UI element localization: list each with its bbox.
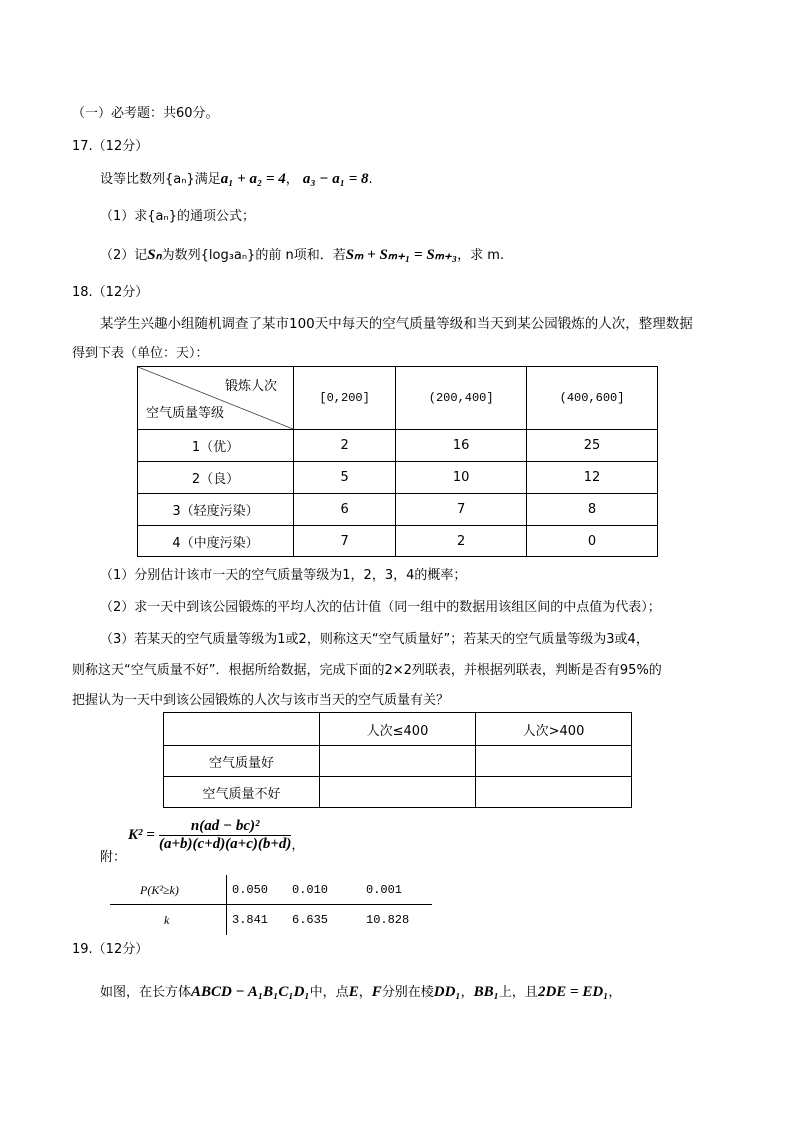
- row-label: k: [164, 913, 170, 927]
- denominator: (a+b)(c+d)(a+c)(b+d): [158, 836, 292, 852]
- divider: [226, 875, 227, 935]
- q17-part2: [100, 244, 504, 264]
- equation: a₁ + a₂ = 4: [220, 171, 286, 187]
- formula-lhs: K² =: [128, 827, 155, 843]
- table-row: [164, 777, 632, 808]
- empty-cell[interactable]: [476, 777, 632, 808]
- cell: 0.001: [366, 883, 403, 897]
- cell: 0: [527, 526, 658, 557]
- text: 中，点: [309, 985, 349, 1000]
- contingency-table: [163, 712, 632, 808]
- text: ，求 m.: [457, 248, 505, 263]
- equation: BB₁: [473, 984, 499, 1000]
- column-header: [0,200]: [294, 367, 396, 430]
- equation: Sₘ + Sₘ₊₁ = Sₘ₊₃: [345, 247, 458, 263]
- column-header: 人次≤400: [320, 713, 476, 746]
- table-row: [138, 430, 658, 462]
- column-header: (200,400]: [396, 367, 527, 430]
- equation: ABCD − A₁B₁C₁D₁: [191, 984, 310, 1000]
- table-row: [138, 494, 658, 526]
- q18-number: 18.（12分）: [72, 285, 149, 300]
- row-label: 空气质量好: [164, 746, 320, 777]
- table-row: [164, 746, 632, 777]
- text: ，: [608, 985, 622, 1000]
- table-row: [138, 526, 658, 557]
- cell: 5: [294, 462, 396, 494]
- cell: 3.841: [232, 913, 269, 927]
- row-label: 1（优）: [138, 430, 294, 462]
- equation: Sₙ: [147, 247, 162, 263]
- cell: 8: [527, 494, 658, 526]
- equation: F: [371, 984, 382, 1000]
- column-header: (400,600]: [527, 367, 658, 430]
- critical-value-table: [110, 875, 432, 935]
- row-label: P(K²≥k): [140, 883, 179, 897]
- text: 上，且: [498, 985, 538, 1000]
- text: ，: [460, 985, 474, 1000]
- cell: 7: [294, 526, 396, 557]
- empty-cell[interactable]: [476, 746, 632, 777]
- cell: 2: [396, 526, 527, 557]
- q19-stem: [100, 981, 621, 1001]
- text: .: [368, 172, 373, 187]
- cell: 10: [396, 462, 527, 494]
- q18-part3-line2: 则称这天“空气质量不好”．根据所给数据，完成下面的2×2列联表，并根据列联表，判断是否有95%的: [72, 663, 662, 678]
- cell: 6: [294, 494, 396, 526]
- cell: 6.635: [292, 913, 329, 927]
- cell: 12: [527, 462, 658, 494]
- cell: 16: [396, 430, 527, 462]
- cell: 0.010: [292, 883, 329, 897]
- text: ，: [291, 838, 305, 853]
- air-quality-table: [137, 366, 658, 557]
- text: ，: [358, 985, 372, 1000]
- text: （2）记: [100, 248, 148, 263]
- column-header: 人次>400: [476, 713, 632, 746]
- q17-stem: [100, 168, 373, 188]
- q18-stem-line1: 某学生兴趣小组随机调查了某市100天中每天的空气质量等级和当天到某公园锻炼的人次，整理数据: [100, 316, 693, 332]
- corner-cell: [164, 713, 320, 746]
- cell: 2: [294, 430, 396, 462]
- equation: E: [348, 984, 359, 1000]
- q18-part3-line3: 把握认为一天中到该公园锻炼的人次与该市当天的空气质量有关？: [72, 693, 450, 708]
- q18-part3-line1: （3）若某天的空气质量等级为1或2，则称这天“空气质量好”；若某天的空气质量等级为3或4，: [100, 632, 649, 647]
- header-top: 锻炼人次: [224, 379, 277, 394]
- text: 分别在棱: [381, 985, 434, 1000]
- row-label: 空气质量不好: [164, 777, 320, 808]
- cell: 25: [527, 430, 658, 462]
- fraction: [159, 818, 291, 853]
- equation: 2DE = ED₁: [537, 984, 609, 1000]
- empty-cell[interactable]: [320, 777, 476, 808]
- header-left: 空气质量等级: [146, 406, 225, 421]
- text: 设等比数列{aₙ}满足: [100, 172, 221, 187]
- cell: 10.828: [366, 913, 410, 927]
- row-label: 3（轻度污染）: [138, 494, 294, 526]
- empty-cell[interactable]: [320, 746, 476, 777]
- divider: [110, 904, 432, 905]
- section-title: （一）必考题：共60分。: [72, 106, 219, 121]
- numerator: n(ad − bc)²: [159, 818, 291, 836]
- cell: 0.050: [232, 883, 269, 897]
- q17-part1: （1）求{aₙ}的通项公式；: [100, 209, 255, 224]
- q18-part2: （2）求一天中到该公园锻炼的平均人次的估计值（同一组中的数据用该组区间的中点值为代表）；: [100, 600, 661, 615]
- equation: DD₁: [433, 984, 461, 1000]
- q18-part1: （1）分别估计该市一天的空气质量等级为1，2，3，4的概率；: [100, 568, 467, 583]
- text: ，: [285, 172, 299, 187]
- q17-number: 17.（12分）: [72, 139, 149, 154]
- text: 为数列{log₃aₙ}的前 n项和．若: [161, 248, 346, 263]
- equation: a₃ − a₁ = 8: [302, 171, 369, 187]
- appendix-label: 附：: [100, 850, 127, 865]
- q19-number: 19.（12分）: [72, 942, 149, 957]
- diagonal-header-cell: [138, 367, 294, 430]
- chi-square-formula: [128, 818, 304, 853]
- row-label: 4（中度污染）: [138, 526, 294, 557]
- table-row: [138, 462, 658, 494]
- row-label: 2（良）: [138, 462, 294, 494]
- cell: 7: [396, 494, 527, 526]
- q18-stem-line2: 得到下表（单位：天）：: [72, 346, 209, 361]
- text: 如图，在长方体: [100, 985, 192, 1000]
